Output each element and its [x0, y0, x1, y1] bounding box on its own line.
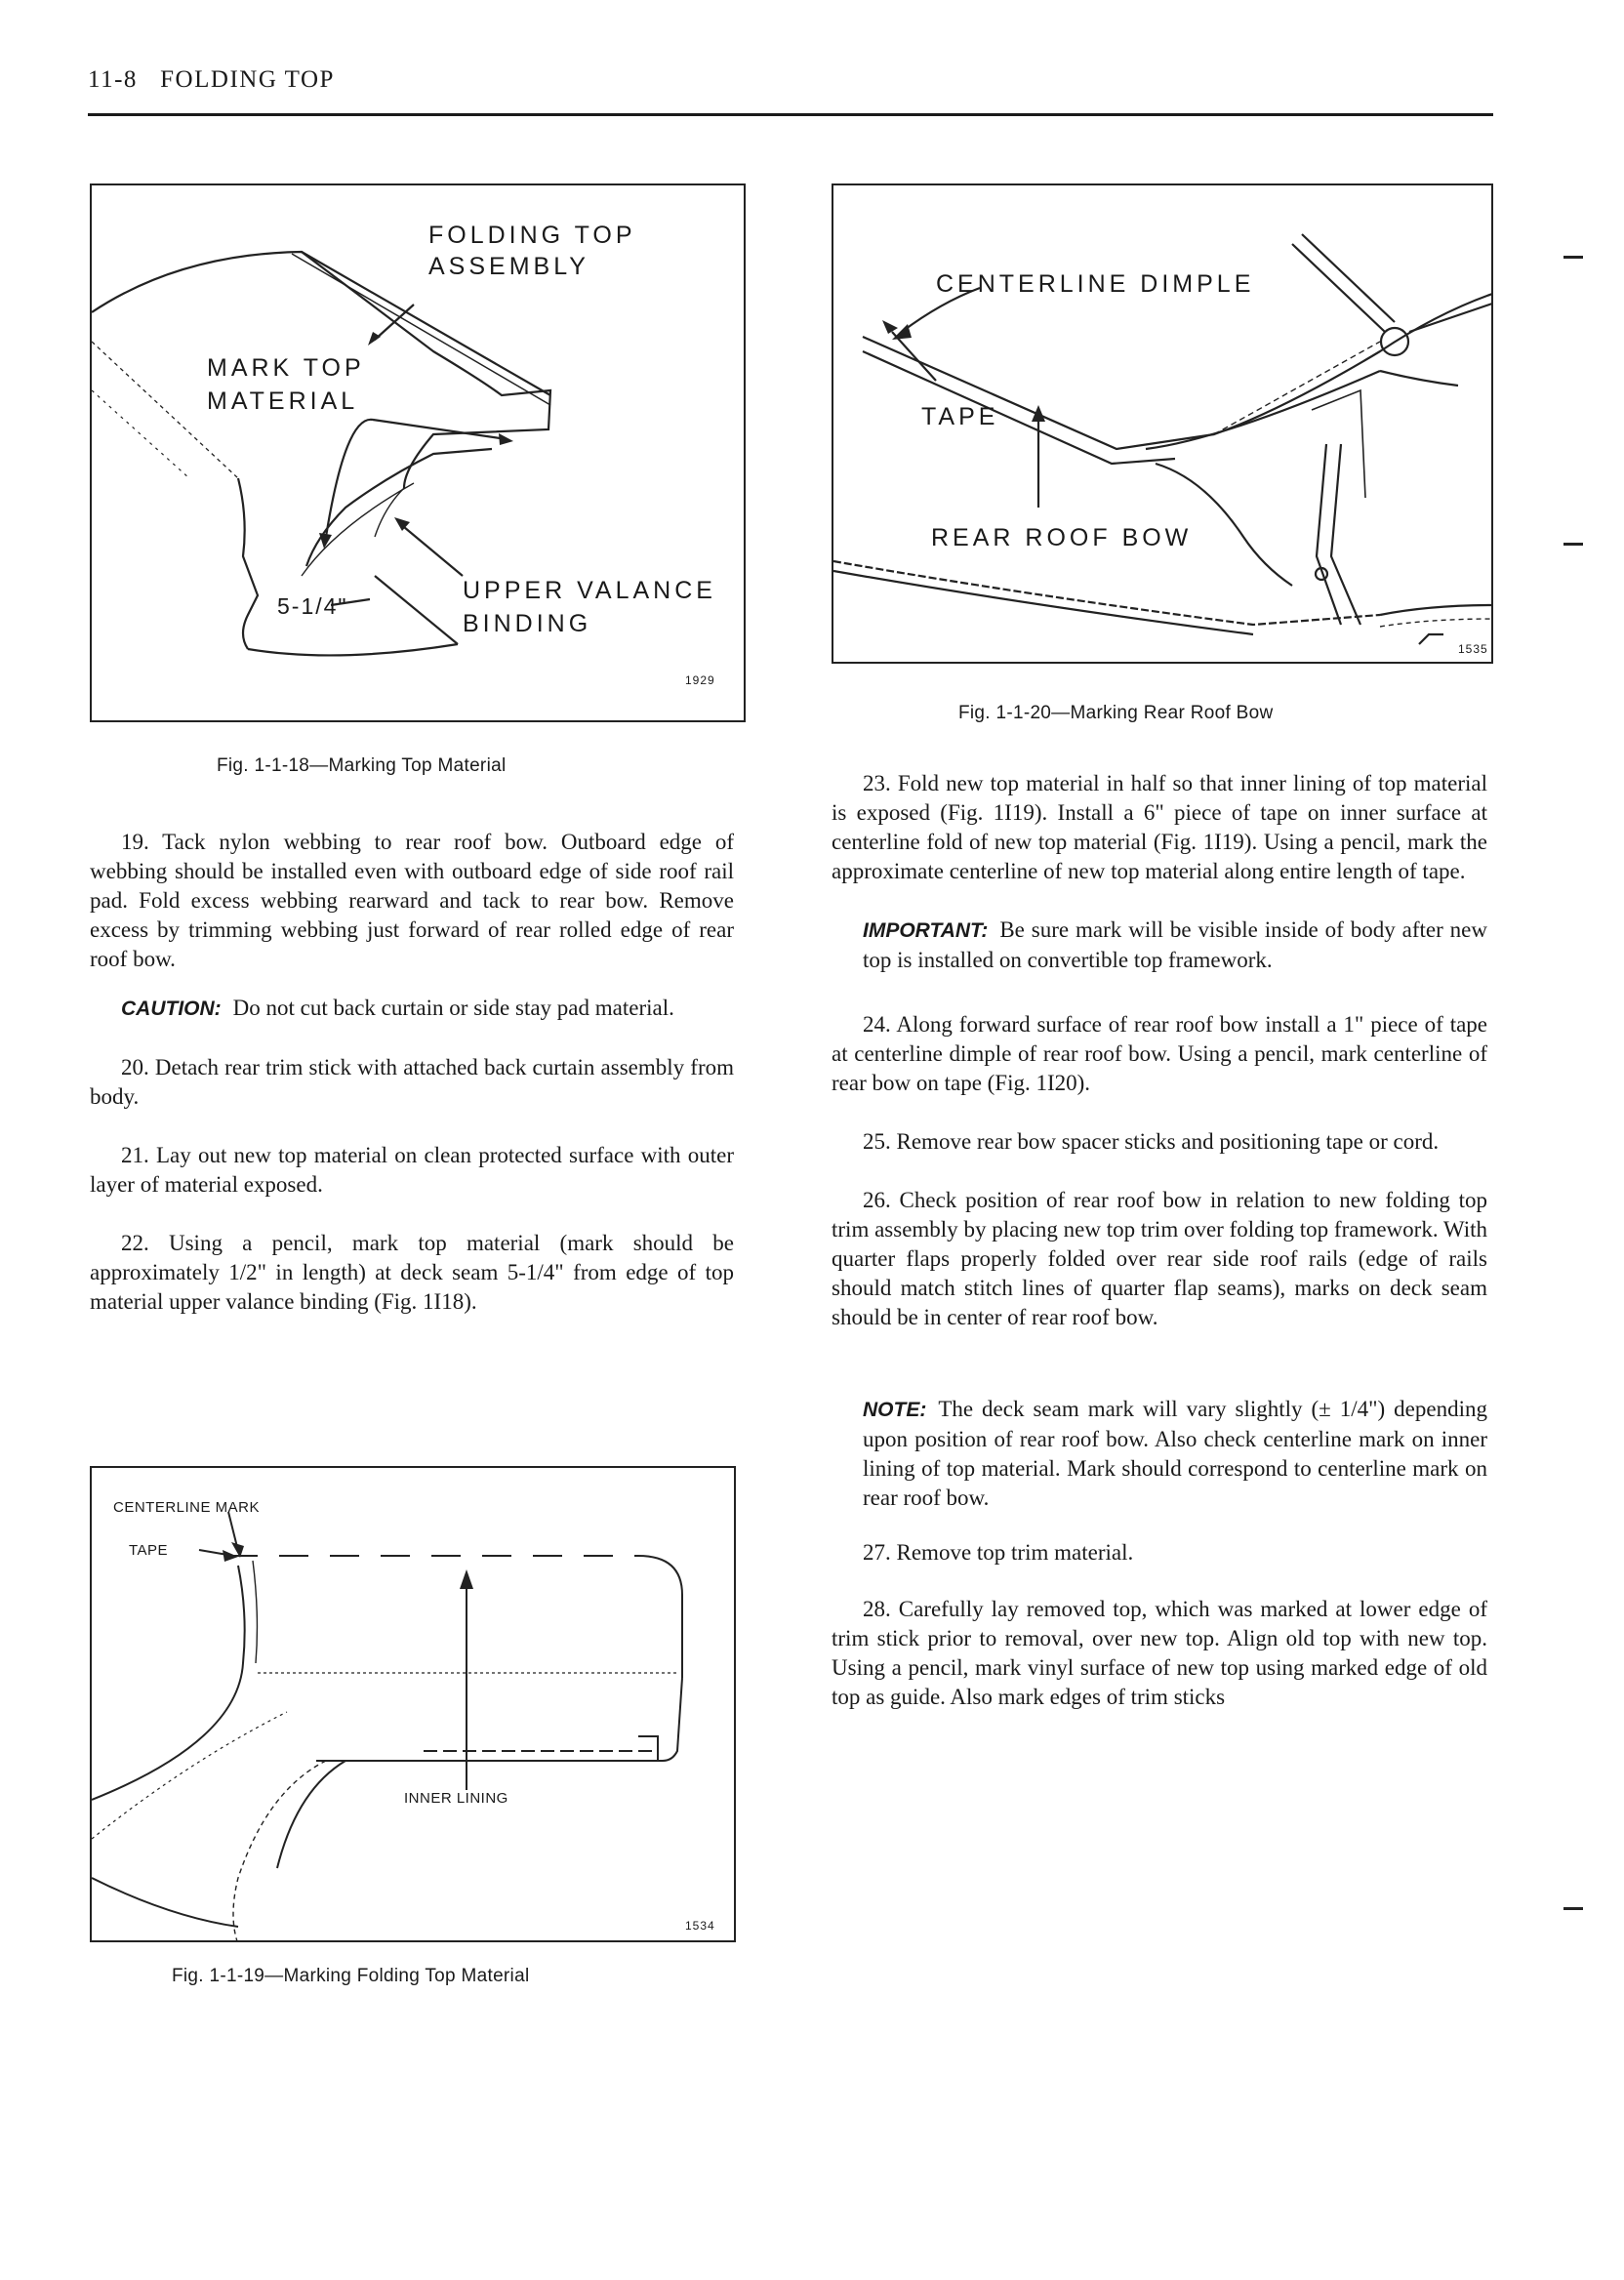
- fig18-dimension: 5-1/4": [277, 593, 348, 619]
- section-title: FOLDING TOP: [160, 66, 335, 93]
- fig19-illustration: [92, 1468, 736, 1942]
- left-column: [90, 828, 734, 1317]
- fig18-caption: Fig. 1-1-18—Marking Top Material: [217, 755, 507, 776]
- fig18-label-mark-top: MARK TOP: [207, 354, 365, 382]
- caution-label: CAUTION:: [121, 998, 222, 1020]
- page-number: 11-8: [88, 66, 138, 93]
- caution-text: Do not cut back curtain or side stay pad material.: [232, 996, 674, 1020]
- important-text: Be sure mark will be visible inside of body after new top is installed on convertible top framework.: [863, 917, 1487, 972]
- step-24: 24. Along forward surface of rear roof bow install a 1" piece of tape at centerline dimple of rear roof bow. Using a pencil, mark centerline of rear bow on tape (Fig. 1I20).: [832, 1012, 1487, 1095]
- fig19-label-centerline-mark: CENTERLINE MARK: [113, 1499, 261, 1516]
- step-20: 20. Detach rear trim stick with attached back curtain assembly from body.: [90, 1055, 734, 1109]
- fig20-code: 1535: [1458, 642, 1488, 656]
- step-22: 22. Using a pencil, mark top material (mark should be approximately 1/2" in length) at deck seam 5-1/4" from edge of top material upper valance binding (Fig. 1I18).: [90, 1231, 734, 1314]
- figure-1-1-19: [90, 1466, 736, 1942]
- fig18-label-upper-valance: UPPER VALANCE: [463, 577, 716, 604]
- note-label: NOTE:: [863, 1399, 927, 1421]
- caution-note: [90, 994, 734, 1024]
- figure-1-1-18: [90, 183, 746, 722]
- fig19-code: 1534: [685, 1919, 715, 1933]
- step-27: 27. Remove top trim material.: [863, 1540, 1134, 1565]
- figure-1-1-20: [832, 183, 1493, 664]
- page-header: [88, 66, 335, 94]
- important-note: [832, 916, 1487, 975]
- margin-tick: [1563, 1907, 1583, 1910]
- right-column: [832, 769, 1487, 1712]
- margin-tick: [1563, 543, 1583, 546]
- step-28: 28. Carefully lay removed top, which was marked at lower edge of trim stick prior to removal, over new top. Align old top with new top. Using a pencil, mark vinyl surface of new top using marked edge of old top as guide. Also mark edges of trim sticks: [832, 1597, 1487, 1709]
- step-19: 19. Tack nylon webbing to rear roof bow. Outboard edge of webbing should be installed even with outboard edge of side roof rail pad. Fold excess webbing rearward and tack to rear bow. Remove excess by trimming webbing just forward of rear rolled edge of rear roof bow.: [90, 830, 734, 971]
- fig19-label-inner-lining: INNER LINING: [404, 1790, 508, 1807]
- step-25: 25. Remove rear bow spacer sticks and positioning tape or cord.: [863, 1129, 1440, 1154]
- note-block: [832, 1395, 1487, 1513]
- important-label: IMPORTANT:: [863, 919, 989, 942]
- fig18-illustration: [92, 185, 746, 722]
- header-rule: [88, 113, 1493, 116]
- fig20-caption: Fig. 1-1-20—Marking Rear Roof Bow: [958, 703, 1274, 723]
- step-26: 26. Check position of rear roof bow in relation to new folding top trim assembly by placing new top trim over folding top framework. With quarter flaps properly folded over rear side roof rails (edge of rails should match stitch lines of quarter flap seams), marks on deck seam should be in center of rear roof bow.: [832, 1188, 1487, 1329]
- fig18-label-material: MATERIAL: [207, 387, 359, 415]
- fig19-caption: Fig. 1-1-19—Marking Folding Top Material: [172, 1966, 530, 1986]
- note-text: The deck seam mark will vary slightly (± 1/4") depending upon position of rear roof bow. Also check centerline mark on inner lining of top material. Mark should correspond to centerline mark on rear roof bow.: [863, 1397, 1487, 1510]
- fig20-label-tape: TAPE: [921, 403, 999, 430]
- step-23: 23. Fold new top material in half so that inner lining of top material is exposed (Fig. 1I19). Install a 6" piece of tape on inner surface at centerline fold of new top material (Fig. 1I19). Using a pencil, mark the approximate centerline of new top material along entire length of tape.: [832, 771, 1487, 883]
- fig18-label-assembly: ASSEMBLY: [428, 253, 589, 280]
- fig20-label-centerline-dimple: CENTERLINE DIMPLE: [936, 270, 1255, 298]
- fig18-code: 1929: [685, 673, 715, 687]
- fig20-label-rear-roof-bow: REAR ROOF BOW: [931, 524, 1193, 551]
- step-21: 21. Lay out new top material on clean protected surface with outer layer of material exposed.: [90, 1143, 734, 1197]
- fig18-label-folding-top: FOLDING TOP: [428, 222, 636, 249]
- fig19-label-tape: TAPE: [129, 1542, 169, 1559]
- fig18-label-binding: BINDING: [463, 610, 592, 637]
- margin-tick: [1563, 256, 1583, 259]
